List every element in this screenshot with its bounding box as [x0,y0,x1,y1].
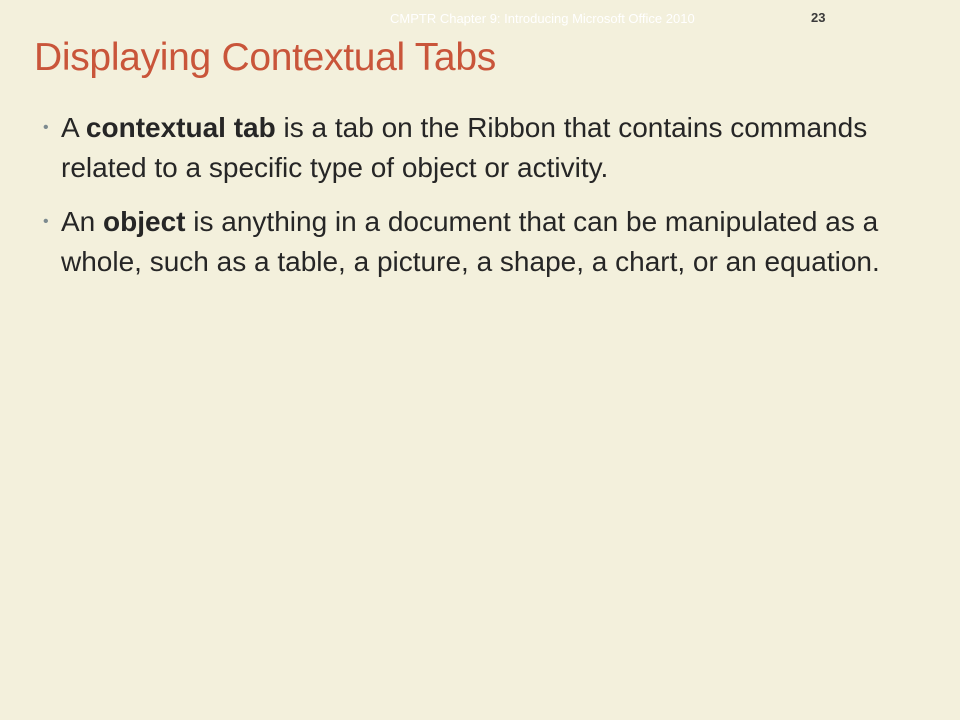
bullet-dot-icon: • [43,213,49,230]
bullet-term: object [103,206,186,237]
bullet-item [40,108,900,188]
bullet-text: is a tab on the Ribbon that contains commands related to a specific type of object or activity. [61,112,868,183]
bullet-text: is anything in a document that can be manipulated as a whole, such as a table, a picture, a shape, a chart, or an equation. [61,206,880,277]
bullet-lead: An [61,206,104,237]
bullet-dot-icon: • [43,119,49,136]
header-note: CMPTR Chapter 9: Introducing Microsoft Office 2010 [390,11,695,26]
slide-title: Displaying Contextual Tabs [34,36,496,79]
bullet-list [40,108,900,296]
slide-number: 23 [811,10,826,25]
bullet-term: contextual tab [85,112,276,143]
bullet-lead: A [61,112,86,143]
bullet-item [40,202,900,282]
